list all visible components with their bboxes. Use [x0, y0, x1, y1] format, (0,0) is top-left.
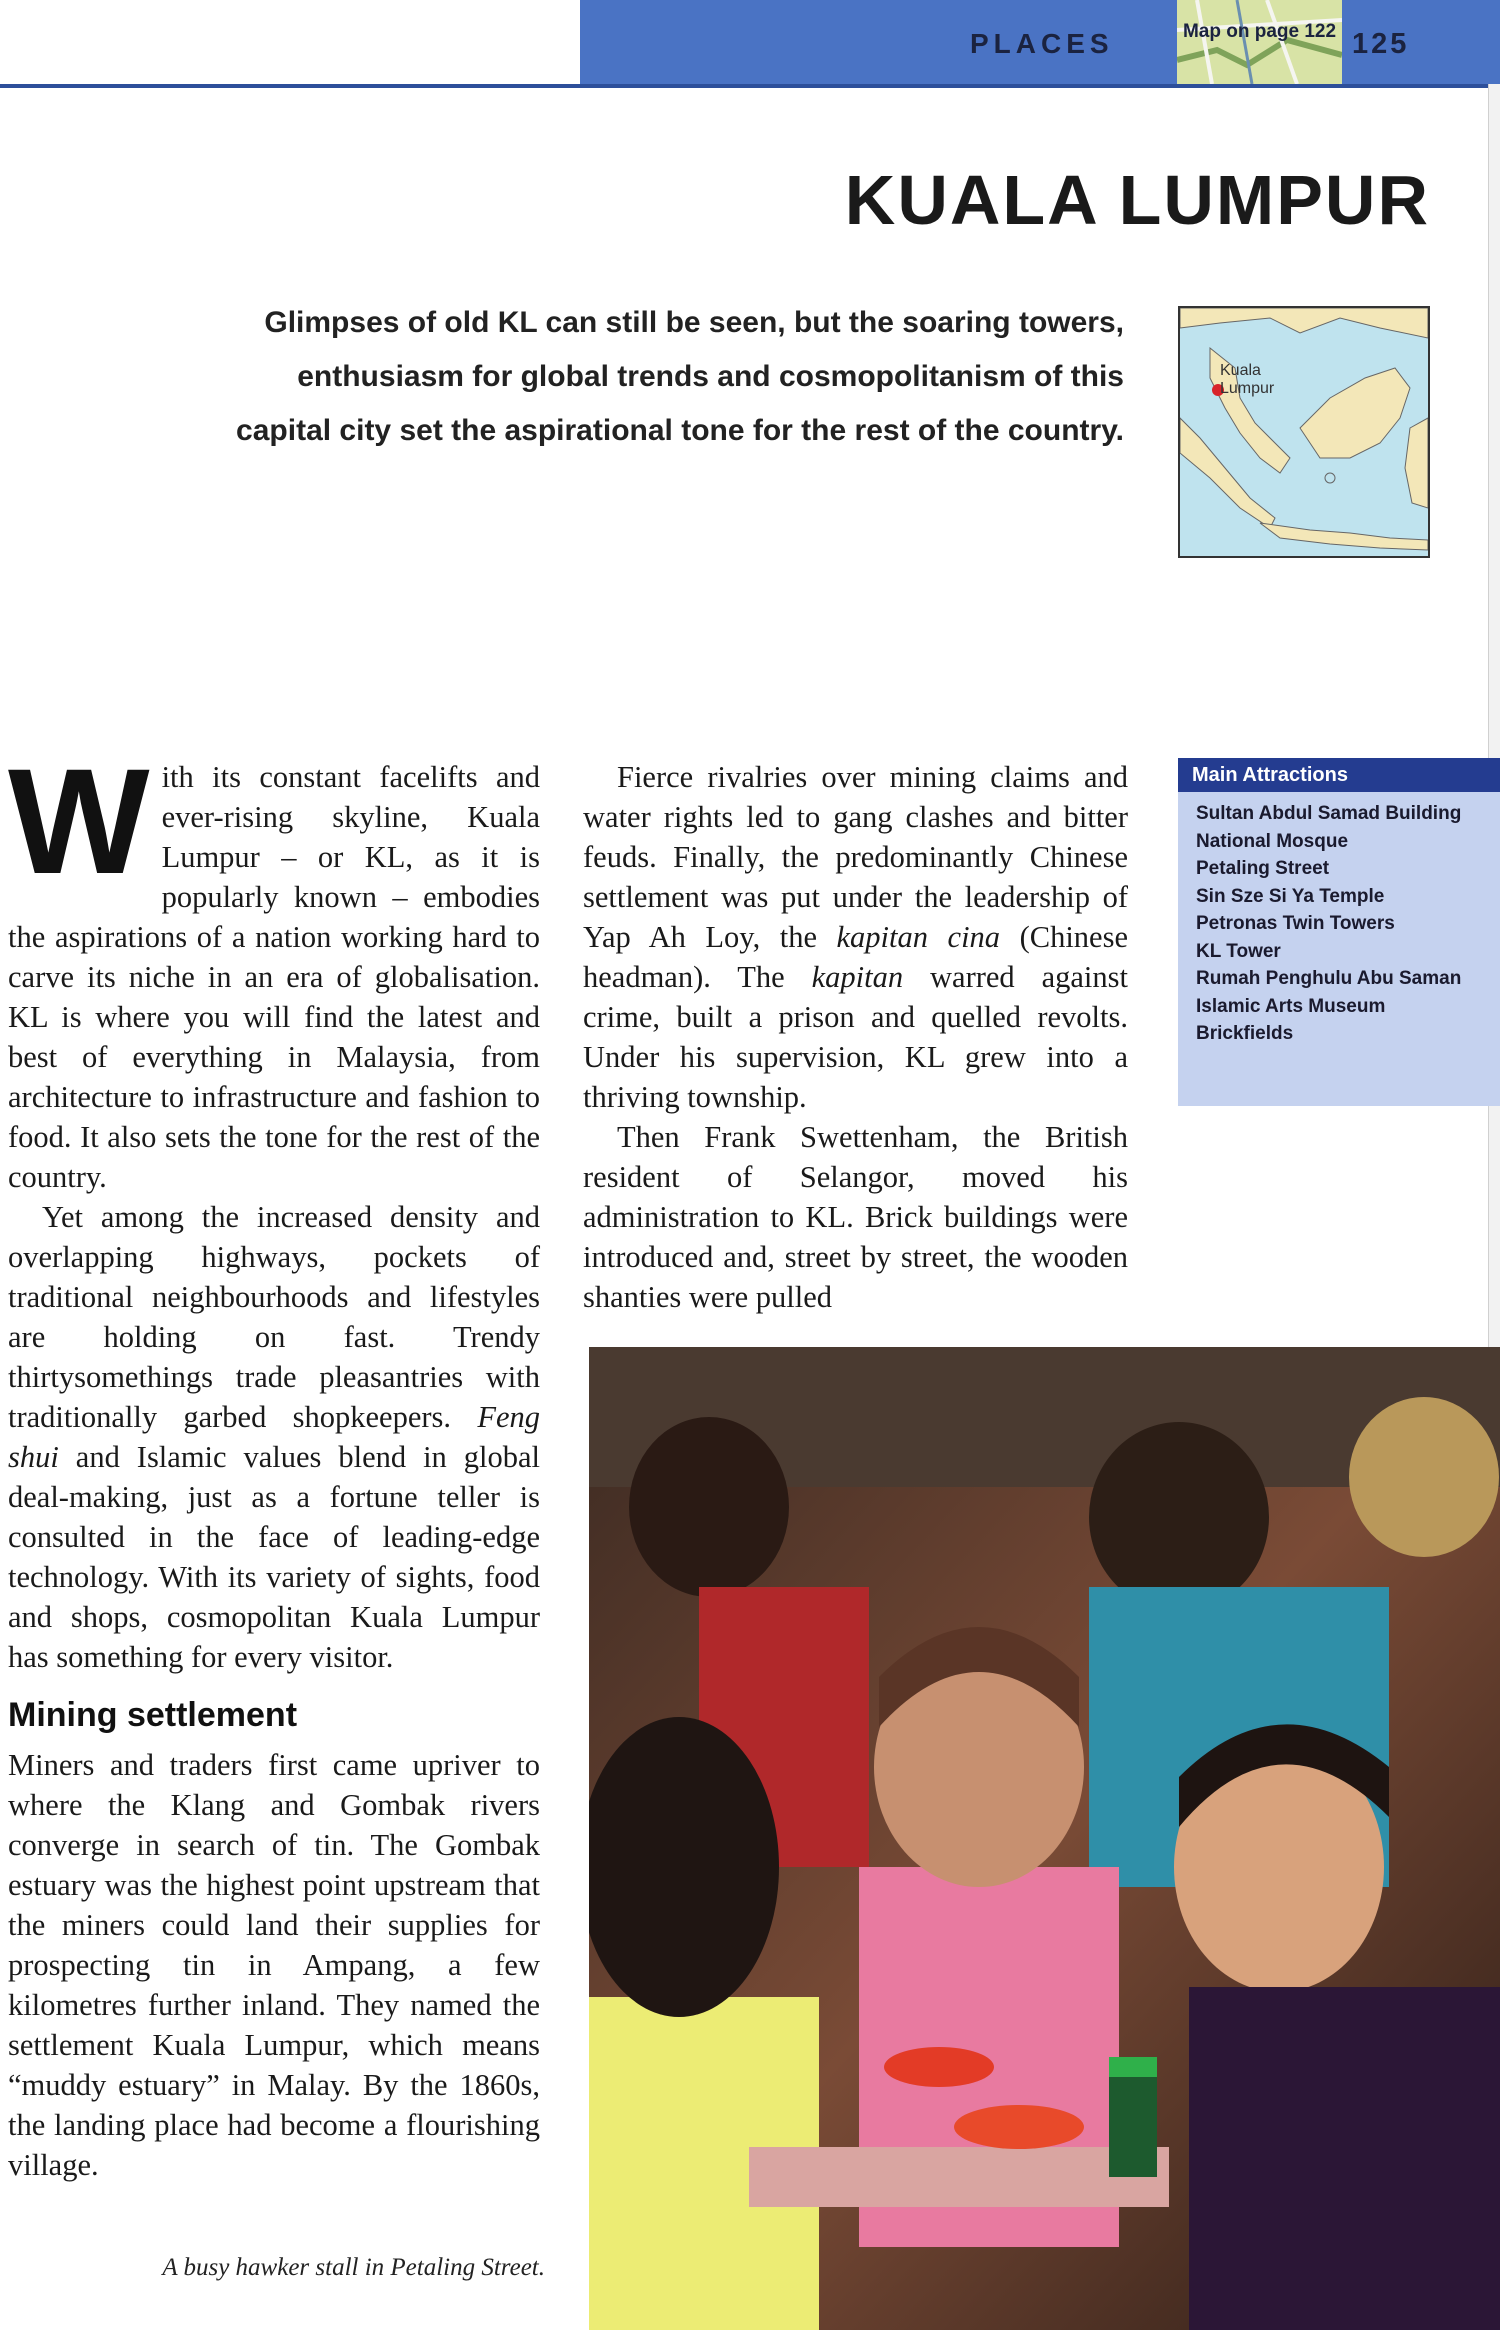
body-paragraph: Then Frank Swettenham, the British resident of Selangor, moved his administration to KL. Brick buildings were introduced and, street by street, the wooden shanties were pulled	[583, 1120, 1128, 1314]
body-paragraph	[8, 1197, 540, 1677]
header-rule	[0, 84, 1500, 88]
main-attractions-heading: Main Attractions	[1178, 758, 1500, 792]
standfirst: Glimpses of old KL can still be seen, but the soaring towers, enthusiasm for global trends and cosmopolitanism of this capital city set the aspirational tone for the rest of the country.	[236, 306, 1124, 447]
attraction-item[interactable]: National Mosque	[1196, 830, 1349, 852]
body-column-left	[8, 737, 540, 2185]
map-thumbnail[interactable]	[1177, 0, 1342, 84]
hawker-stall-photo	[589, 1347, 1500, 2330]
attraction-item[interactable]: Petronas Twin Towers	[1196, 913, 1395, 934]
text-run: Yet among the increased density and overlapping highways, pockets of traditional neighbourhoods and lifestyles are holding on fast. Trendy thirtysomethings trade pleasantries with traditionally garbed shopkeepers.	[8, 1200, 540, 1434]
attraction-item[interactable]: Petaling Street	[1196, 858, 1330, 879]
intro-paragraph	[8, 737, 540, 1197]
locator-map	[1178, 306, 1430, 558]
italic-term: kapitan cina	[836, 920, 1001, 954]
attraction-item[interactable]: KL Tower	[1196, 940, 1281, 962]
attraction-item[interactable]: Sin Sze Si Ya Temple	[1196, 885, 1385, 907]
intro-text: ith its constant facelifts and ever-rising skyline, Kuala Lumpur – or KL, as it is popularly known – embodies the aspirations of a nation working hard to carve its niche in an era of globalisation. KL is where you will find the latest and best of everything in Malaysia, from architecture to infrastructure and fashion to food. It also sets the tone for the rest of the country.	[8, 760, 540, 1194]
section-label: PLACES	[970, 28, 1114, 59]
subheading: Mining settlement	[8, 1696, 298, 1734]
text-run: (Chinese headman). The	[583, 920, 1128, 994]
body-paragraph	[583, 757, 1128, 1117]
text-run: and Islamic values blend in global deal-making, just as a fortune teller is consulted in the face of leading-edge technology. With its variety of sights, food and shops, cosmopolitan Kuala Lumpur has something for every visitor.	[8, 1440, 540, 1674]
map-icon	[1180, 308, 1428, 556]
map-thumbnail-icon	[1177, 0, 1342, 84]
italic-term: kapitan	[811, 960, 904, 994]
attraction-item[interactable]: Rumah Penghulu Abu Saman	[1196, 968, 1462, 989]
attraction-item[interactable]: Islamic Arts Museum	[1196, 995, 1386, 1017]
attraction-item[interactable]: Brickfields	[1196, 1023, 1294, 1044]
text-run: warred against crime, built a prison and quelled revolts. Under his supervision, KL grew into a thriving township.	[583, 960, 1128, 1114]
drop-cap: W	[8, 737, 150, 905]
page-title: KUALA LUMPUR	[844, 161, 1430, 239]
locator-map-label: Kuala Lumpur	[1220, 362, 1275, 397]
body-column-right	[583, 757, 1128, 1317]
attractions-list	[1178, 792, 1500, 1048]
page-number: 125	[1352, 28, 1410, 60]
map-page-reference: Map on page 122	[1182, 21, 1337, 42]
body-paragraph: Miners and traders first came upriver to where the Klang and Gombak rivers converge in search of tin. The Gombak estuary was the highest point upstream that the miners could land their supplies for prospecting tin in Ampang, a few kilometres further inland. They named the settlement Kuala Lumpur, which means “muddy estuary” in Malay. By the 1860s, the landing place had become a flourishing village.	[8, 1748, 540, 2182]
attraction-item[interactable]: Sultan Abdul Samad Building	[1196, 803, 1462, 824]
photo-caption: A busy hawker stall in Petaling Street.	[162, 2254, 545, 2281]
photo-illustration	[589, 1347, 1500, 2330]
main-attractions-box	[1178, 758, 1500, 1106]
text-run: Fierce rivalries over mining claims and water rights led to gang clashes and bitter feuds. Finally, the predominantly Chinese settlement was put under the leadership of Yap Ah Loy, the	[583, 760, 1128, 954]
italic-term: Feng shui	[8, 1400, 540, 1474]
